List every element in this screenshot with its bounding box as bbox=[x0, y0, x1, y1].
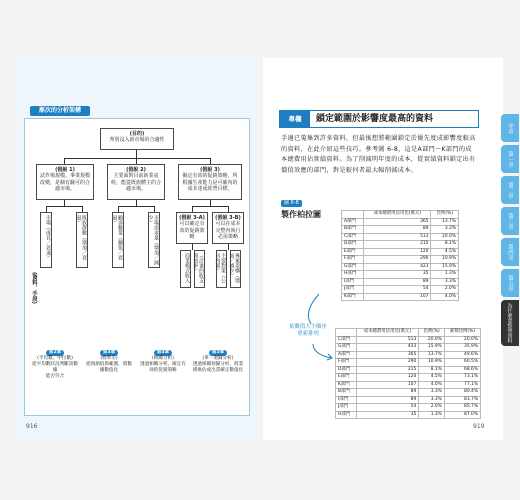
hypothesis-3a-title: (假說 3-A) bbox=[179, 215, 205, 221]
annotation-arrow bbox=[299, 292, 339, 362]
hypothesis-2-text: 主要面對目前新業氣候，能從既族體主的合適市場。 bbox=[110, 173, 161, 193]
cost-table-row bbox=[342, 241, 459, 249]
chapter-tab-1[interactable]: 序章 bbox=[501, 114, 519, 142]
sorted-cost-table-cell: 89 bbox=[356, 396, 419, 404]
table1-header-1: 成本總費用佔用比(萬元) bbox=[364, 211, 431, 219]
chapter-tag-5 bbox=[192, 350, 244, 374]
hypothesis-box-3 bbox=[178, 164, 242, 200]
chapter-tab-5[interactable]: 第四章 bbox=[501, 238, 519, 266]
goal-box bbox=[100, 128, 174, 150]
cost-table-row bbox=[342, 218, 459, 226]
cost-table-cell: 1.3% bbox=[431, 271, 459, 279]
right-page bbox=[263, 58, 513, 440]
sorted-cost-table-cell: 20.0% bbox=[444, 336, 480, 344]
cost-table-row bbox=[342, 263, 459, 271]
table2-header-1: 成本總費用佔用比(萬元) bbox=[356, 329, 419, 337]
sorted-cost-table-cell: 513 bbox=[356, 336, 419, 344]
cost-table-row bbox=[342, 226, 459, 234]
cost-table-cell: F部門 bbox=[342, 256, 364, 264]
cost-table-cell: 15.9% bbox=[431, 263, 459, 271]
hypothesis-3a-text: 可以確定有效的促銷策略 bbox=[179, 221, 205, 241]
sorted-cost-table-cell: 49.6% bbox=[444, 351, 480, 359]
sorted-cost-table-cell: B部門 bbox=[336, 389, 357, 397]
cost-table-cell: C部門 bbox=[342, 233, 364, 241]
cost-table-row bbox=[342, 233, 459, 241]
cost-table-cell: 10.9% bbox=[431, 256, 459, 264]
cost-table-cell: 8.1% bbox=[431, 241, 459, 249]
sorted-cost-table-cell: J部門 bbox=[336, 404, 357, 412]
table2-header-2: 比例(%) bbox=[419, 329, 445, 337]
sorted-cost-table-row bbox=[336, 351, 481, 359]
sorted-cost-table-cell: 73.1% bbox=[444, 374, 480, 382]
chapter-tag-2 bbox=[30, 350, 80, 380]
section-banner: 漸次的分析架構 bbox=[30, 106, 90, 116]
sorted-cost-table-cell: 2.0% bbox=[419, 404, 445, 412]
sorted-cost-table-cell: 423 bbox=[356, 344, 419, 352]
sorted-cost-table-row bbox=[336, 344, 481, 352]
sorted-cost-table-cell: I部門 bbox=[336, 396, 357, 404]
cost-table-cell: 215 bbox=[364, 241, 431, 249]
chapter-pill-4: 第4章 bbox=[154, 350, 172, 356]
hypothesis-3-text: 擬定有效的促銷策略，所根據生產能力是可確內的成本達成經營目標。 bbox=[182, 173, 238, 193]
sorted-cost-table-cell: 4.5% bbox=[419, 374, 445, 382]
sorted-cost-table-cell: 10.9% bbox=[419, 359, 445, 367]
sorted-cost-table-cell: 54 bbox=[356, 404, 419, 412]
sorted-cost-table-cell: 290 bbox=[356, 359, 419, 367]
sorted-cost-table-cell: 365 bbox=[356, 351, 419, 359]
chapter-tag-2-title: (平均數、中位數) bbox=[37, 356, 73, 361]
cost-table bbox=[341, 210, 459, 301]
annotation-text: 依數值大小順序重新排列 bbox=[289, 324, 327, 337]
sorted-cost-table-cell: 35.9% bbox=[444, 344, 480, 352]
cost-table-cell: 54 bbox=[364, 286, 431, 294]
chapter-pill-3: 第3章 bbox=[100, 350, 118, 356]
left-page bbox=[16, 58, 256, 440]
sorted-cost-table-row bbox=[336, 366, 481, 374]
sorted-cost-table-cell: H部門 bbox=[336, 411, 357, 419]
chapter-tag-2-text: 從平均數狀況判斷該數據 bbox=[32, 362, 78, 373]
factor-box-4: 市場需求量（增加／減少） bbox=[148, 212, 160, 268]
chapter-tab-2[interactable]: 第一章 bbox=[501, 145, 519, 173]
sorted-cost-table-cell: C部門 bbox=[336, 336, 357, 344]
chapter-tag-4-text: 透過相關分析，確定有效的促銷策略 bbox=[140, 362, 186, 373]
sorted-cost-table-cell: 83.7% bbox=[444, 396, 480, 404]
sorted-cost-table-cell: F部門 bbox=[336, 359, 357, 367]
right-page-number: 919 bbox=[473, 423, 485, 430]
sorted-cost-table-cell: 60.5% bbox=[444, 359, 480, 367]
sorted-cost-table-cell: 3.3% bbox=[419, 396, 445, 404]
chapter-tag-5-title: (單一迴歸分析) bbox=[202, 356, 234, 361]
factor-box-3: 顧客數量（擴張／衰退） bbox=[112, 212, 124, 268]
factor-box-7: 主要對策（公司內部） bbox=[216, 250, 227, 288]
cost-table-cell: 89 bbox=[364, 278, 431, 286]
cost-table-row bbox=[342, 256, 459, 264]
chapter-tab-4[interactable]: 第三章 bbox=[501, 207, 519, 235]
sorted-cost-table-cell: D部門 bbox=[336, 366, 357, 374]
hypothesis-3a-box bbox=[176, 212, 208, 244]
sorted-cost-table-cell: 77.1% bbox=[444, 381, 480, 389]
sorted-cost-table bbox=[335, 328, 481, 419]
hypothesis-3b-text: 可以在成本完整內執行必需策略 bbox=[215, 221, 241, 241]
sorted-cost-table-cell: 3.3% bbox=[419, 389, 445, 397]
chapter-tab-6[interactable]: 第五章 bbox=[501, 269, 519, 297]
cost-table-cell: 2.0% bbox=[431, 286, 459, 294]
hypothesis-3-title: (假說 3) bbox=[200, 167, 220, 173]
sorted-cost-table-row bbox=[336, 336, 481, 344]
sorted-cost-table-row bbox=[336, 359, 481, 367]
column-title: 鎖定範圍於影響度最高的資料 bbox=[316, 114, 434, 124]
cost-table-cell: G部門 bbox=[342, 263, 364, 271]
sorted-cost-table-cell: K部門 bbox=[336, 381, 357, 389]
cost-table-cell: 3.3% bbox=[431, 226, 459, 234]
sorted-cost-table-row bbox=[336, 381, 481, 389]
sorted-cost-table-row bbox=[336, 404, 481, 412]
cost-table-cell: 4.5% bbox=[431, 248, 459, 256]
hypothesis-3b-title: (假說 3-B) bbox=[215, 215, 241, 221]
sorted-cost-table-cell: 85.7% bbox=[444, 404, 480, 412]
cost-table-cell: D部門 bbox=[342, 241, 364, 249]
goal-title: (目的) bbox=[129, 131, 145, 137]
cost-table-cell: 120 bbox=[364, 248, 431, 256]
sorted-cost-table-cell: 20.0% bbox=[419, 336, 445, 344]
hypothesis-1-text: 試作場規模、事業規模改變，是個有驗可的合適市場。 bbox=[39, 173, 90, 193]
sorted-cost-table-row bbox=[336, 396, 481, 404]
chapter-tag-3-title: (標準差) bbox=[100, 356, 118, 361]
sorted-cost-table-cell: 89 bbox=[356, 389, 419, 397]
cost-table-row bbox=[342, 286, 459, 294]
figure-tag: 圖 6-8 bbox=[281, 200, 302, 207]
factor-box-5: 商業模式收入 bbox=[180, 250, 191, 288]
cost-table-row bbox=[342, 248, 459, 256]
hypothesis-1-title: (假說 1) bbox=[55, 167, 75, 173]
cost-table-row bbox=[342, 278, 459, 286]
cost-table-cell: H部門 bbox=[342, 271, 364, 279]
cost-table-cell: 107 bbox=[364, 293, 431, 301]
column-paragraph: 手邊已蒐集到許多資料，但最後想將範圍鎖定於優先度成影響度較高的資料，在此介紹這些技巧。參考圖 6-8，這是A部門～K部門的成本總費用佔實績資料。為了削減明年度的成本，從實績資料鎖定出有價值效應的部門，對是較何者最大幅削減成本。 bbox=[281, 135, 476, 174]
table2-header-0 bbox=[336, 329, 357, 337]
chapter-tag-5-text: 透過相關迴歸分析，將業績推估或出當確定數值化 bbox=[192, 362, 244, 373]
chapter-tab-3[interactable]: 第二章 bbox=[501, 176, 519, 204]
cost-table-cell: 290 bbox=[364, 256, 431, 264]
sorted-cost-table-cell: A部門 bbox=[336, 351, 357, 359]
cost-table-cell: 89 bbox=[364, 226, 431, 234]
cost-table-cell: 513 bbox=[364, 233, 431, 241]
sorted-cost-table-cell: 8.1% bbox=[419, 366, 445, 374]
cost-table-cell: 3.3% bbox=[431, 278, 459, 286]
sorted-cost-table-cell: 35 bbox=[356, 411, 419, 419]
left-page-number: 916 bbox=[26, 423, 38, 430]
factor-box-8: 專案架構（增加／減少） bbox=[230, 250, 241, 288]
sorted-cost-table-cell: 15.9% bbox=[419, 344, 445, 352]
cost-table-cell: 20.0% bbox=[431, 233, 459, 241]
cost-table-cell: B部門 bbox=[342, 226, 364, 234]
cost-table-cell: 4.0% bbox=[431, 293, 459, 301]
sorted-cost-table-cell: E部門 bbox=[336, 374, 357, 382]
sorted-cost-table-row bbox=[336, 389, 481, 397]
chapter-tag-3-text: 從預測值與範圍，將數據數值化 bbox=[86, 362, 132, 373]
chapter-tag-3 bbox=[84, 350, 134, 374]
sorted-cost-table-cell: 1.3% bbox=[419, 411, 445, 419]
cost-table-cell: K部門 bbox=[342, 293, 364, 301]
table1-header-0 bbox=[342, 211, 364, 219]
table2-header-3: 累積比例(%) bbox=[444, 329, 480, 337]
cost-table-cell: E部門 bbox=[342, 248, 364, 256]
chapter-pill-5: 第5章 bbox=[209, 350, 227, 356]
chapter-pill-2: 第2章 bbox=[46, 350, 64, 356]
cost-table-cell: 365 bbox=[364, 218, 431, 226]
goal-text: 判別沒入新市場的合適性 bbox=[109, 137, 165, 144]
cost-table-cell: I部門 bbox=[342, 278, 364, 286]
resource-label: (資料、手段) bbox=[31, 272, 37, 304]
cost-table-row bbox=[342, 293, 459, 301]
table1-header-2: 比例(%) bbox=[431, 211, 459, 219]
chapter-tag-4 bbox=[138, 350, 188, 374]
sorted-cost-table-cell: 13.7% bbox=[419, 351, 445, 359]
column-header bbox=[279, 110, 479, 128]
cost-table-cell: J部門 bbox=[342, 286, 364, 294]
column-label: 專欄 bbox=[280, 111, 310, 127]
chapter-tag-2-extra: 能否符合 bbox=[45, 374, 65, 379]
sorted-cost-table-cell: G部門 bbox=[336, 344, 357, 352]
hypothesis-2-title: (假說 2) bbox=[126, 167, 146, 173]
sorted-cost-table-row bbox=[336, 411, 481, 419]
sorted-cost-table-cell: 87.0% bbox=[444, 411, 480, 419]
cost-table-row bbox=[342, 271, 459, 279]
figure-title: 製作柏拉圖 bbox=[281, 210, 321, 219]
factor-box-1: 市場（成長／衰退） bbox=[40, 212, 52, 268]
chapter-tab-7[interactable]: 為什麼要整理資料 bbox=[501, 300, 519, 346]
sorted-cost-table-cell: 215 bbox=[356, 366, 419, 374]
sorted-cost-table-cell: 4.0% bbox=[419, 381, 445, 389]
sorted-cost-table-cell: 120 bbox=[356, 374, 419, 382]
cost-table-cell: A部門 bbox=[342, 218, 364, 226]
cost-table-cell: 13.7% bbox=[431, 218, 459, 226]
cost-table-cell: 423 bbox=[364, 263, 431, 271]
chapter-tag-4-title: (相關分析) bbox=[152, 356, 174, 361]
sorted-cost-table-cell: 107 bbox=[356, 381, 419, 389]
sorted-cost-table-cell: 80.4% bbox=[444, 389, 480, 397]
factor-box-2: 既族群數（增加／衰退） bbox=[76, 212, 88, 268]
cost-table-cell: 35 bbox=[364, 271, 431, 279]
sorted-cost-table-cell: 68.6% bbox=[444, 366, 480, 374]
hypothesis-3b-box bbox=[212, 212, 244, 244]
hypothesis-box-1 bbox=[36, 164, 94, 200]
sorted-cost-table-row bbox=[336, 374, 481, 382]
hypothesis-box-2 bbox=[107, 164, 165, 200]
factor-box-6: （計畫的收支與效率） bbox=[194, 250, 205, 288]
